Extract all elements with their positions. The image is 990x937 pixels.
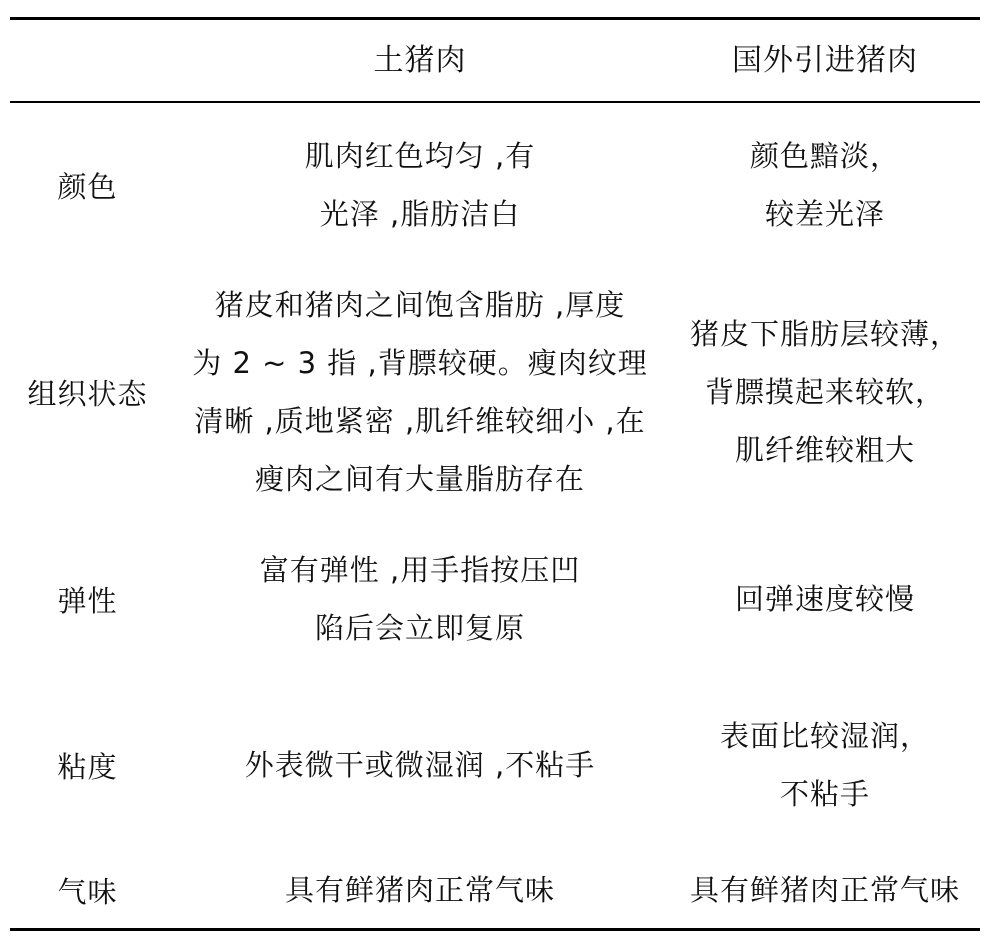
row-color-native: 肌肉红色均匀 ,有 光泽 ,脂肪洁白	[304, 139, 536, 231]
header-attribute	[0, 20, 175, 101]
row-texture-imported: 猪皮下脂肪层较薄， 背膘摸起来较软， 肌纤维较粗大	[689, 317, 960, 467]
row-viscosity-imported: 表面比较湿润， 不粘手	[719, 719, 930, 811]
row-viscosity-native: 外表微干或微湿润 ,不粘手	[244, 748, 596, 782]
row-odor-label: 气味	[57, 874, 118, 909]
header-rule	[10, 101, 980, 103]
header-native-pork: 土猪肉	[373, 42, 467, 78]
row-elasticity-imported: 回弹速度较慢	[734, 582, 915, 616]
header-imported-pork: 国外引进猪肉	[732, 42, 918, 78]
row-texture-native: 猪皮和猪肉之间饱含脂肪 ,厚度 为 2 ~ 3 指 ,背膘较硬。瘦肉纹理 清晰 ,质地紧密 ,肌纤维较细小 ,在 瘦肉之间有大量脂肪存在	[192, 288, 648, 496]
row-color-imported: 颜色黯淡， 较差光泽	[749, 139, 900, 231]
row-odor-imported: 具有鲜猪肉正常气味	[689, 873, 960, 907]
row-color-label: 颜色	[57, 169, 118, 204]
row-texture-label: 组织状态	[27, 376, 148, 411]
row-viscosity-label: 粘度	[57, 749, 118, 784]
bottom-rule	[10, 928, 980, 931]
row-elasticity-native: 富有弹性 ,用手指按压凹 陷后会立即复原	[259, 553, 581, 645]
row-odor-native: 具有鲜猪肉正常气味	[284, 873, 555, 907]
row-elasticity-label: 弹性	[57, 583, 118, 618]
